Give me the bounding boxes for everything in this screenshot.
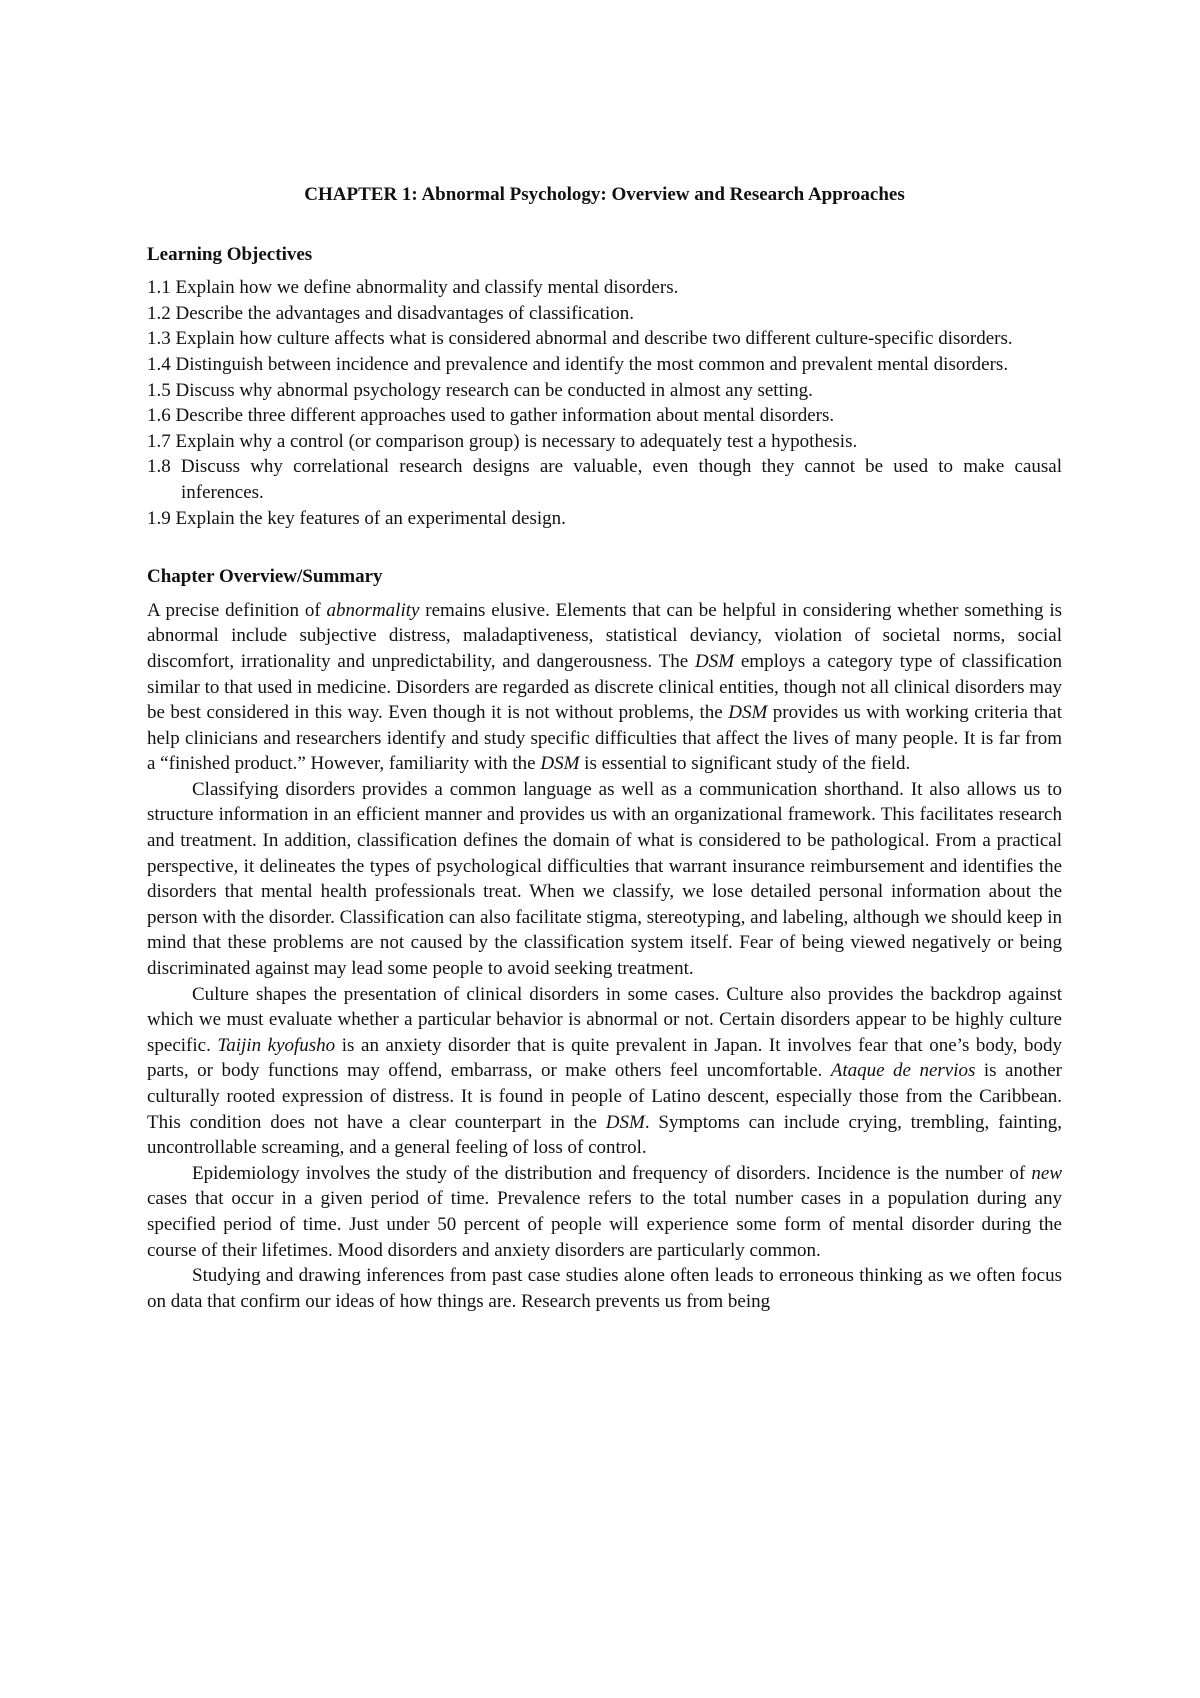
learning-objectives-list — [147, 275, 1062, 531]
emphasis-term: new — [1031, 1162, 1062, 1184]
objective-item: 1.5 Discuss why abnormal psychology research can be conducted in almost any setting. — [147, 379, 813, 401]
emphasis-term: DSM — [540, 753, 580, 775]
text-run: employs a category type of classification similar to that used in medicine. Disorders are regarded as discrete clinical entities, though not all clinical disorders may be best considered in this way. Even though it is not without problems, the — [147, 650, 1062, 724]
text-run: provides us with working criteria that help clinicians and researchers identify and study specific difficulties that affect the lives of many people. It is far from a “finished product.” However, familiarity with the — [147, 702, 1062, 775]
text-run: . Symptoms can include crying, trembling, fainting, uncontrollable screaming, and a general feeling of loss of control. — [147, 1111, 1062, 1159]
summary-paragraph-culture — [147, 982, 1062, 1161]
text-run: cases that occur in a given period of time. Prevalence refers to the total number cases in a population during any specified period of time. Just under 50 percent of people will experience some form of mental disorder during the course of their lifetimes. Mood disorders and anxiety disorders are particularly common. — [147, 1188, 1062, 1261]
page-cutoff-region — [147, 1263, 1062, 1336]
summary-paragraph-epidemiology — [147, 1161, 1062, 1263]
summary-paragraph-definition — [147, 598, 1062, 777]
objective-item: 1.1 Explain how we define abnormality and classify mental disorders. — [147, 277, 679, 299]
objective-item: 1.7 Explain why a control (or comparison group) is necessary to adequately test a hypothesis. — [147, 430, 858, 452]
summary-paragraph-research: Studying and drawing inferences from past case studies alone often leads to erroneous thinking as we often focus on data that confirm our ideas of how things are. Research prevents us from being — [147, 1265, 1062, 1312]
objective-item: 1.3 Explain how culture affects what is considered abnormal and describe two different culture-specific disorders. — [147, 328, 1013, 350]
summary-paragraph-classification: Classifying disorders provides a common language as well as a communication shorthand. It also allows us to structure information in an efficient manner and provides us with an organizational framework. This facilitates research and treatment. In addition, classification defines the domain of what is considered to be pathological. From a practical perspective, it delineates the types of psychological difficulties that warrant insurance reimbursement and identifies the disorders that mental health professionals treat. When we classify, we lose detailed personal information about the person with the disorder. Classification can also facilitate stigma, stereotyping, and labeling, although we should keep in mind that these problems are not caused by the classification system itself. Fear of being viewed negatively or being discriminated against may lead some people to avoid seeking treatment. — [147, 778, 1062, 980]
emphasis-term: DSM — [728, 702, 768, 724]
text-run: A precise definition of — [147, 599, 327, 621]
emphasis-term: Ataque de nervios — [830, 1060, 976, 1082]
text-run: remains elusive. Elements that can be helpful in considering whether something is abnormal include subjective distress, maladaptiveness, statistical deviancy, violation of societal norms, social discomfort, irrationality and unpredictability, and dangerousness. The — [147, 599, 1062, 672]
text-run: Culture shapes the presentation of clinical disorders in some cases. Culture also provides the backdrop against which we must evaluate whether a particular behavior is abnormal or not. Certain disorders appear to be highly culture specific. — [147, 983, 1062, 1056]
chapter-title: CHAPTER 1: Abnormal Psychology: Overview and Research Approaches — [304, 184, 905, 205]
text-run: is essential to significant study of the field. — [579, 753, 911, 775]
objective-item: 1.9 Explain the key features of an experimental design. — [147, 507, 566, 529]
objective-item: 1.6 Describe three different approaches used to gather information about mental disorders. — [147, 405, 835, 427]
summary-heading: Chapter Overview/Summary — [147, 566, 383, 588]
text-run: is an anxiety disorder that is quite prevalent in Japan. It involves fear that one’s body, body parts, or body functions may offend, embarrass, or make others feel uncomfortable. — [147, 1034, 1063, 1082]
section-spacer — [147, 531, 1062, 564]
objective-item: 1.4 Distinguish between incidence and prevalence and identify the most common and prevalent mental disorders. — [147, 353, 1009, 375]
emphasis-term: Taijin kyofusho — [217, 1034, 336, 1056]
emphasis-term: abnormality — [326, 599, 420, 621]
emphasis-term: DSM — [605, 1111, 645, 1133]
objective-item: 1.2 Describe the advantages and disadvantages of classification. — [147, 302, 634, 324]
learning-objectives-heading: Learning Objectives — [147, 243, 313, 265]
text-run: Epidemiology involves the study of the distribution and frequency of disorders. Incidence is the number of — [192, 1162, 1032, 1184]
text-run: is another culturally rooted expression of distress. It is found in people of Latino descent, especially those from the Caribbean. This condition does not have a clear counterpart in the — [147, 1060, 1062, 1133]
objective-item: 1.8 Discuss why correlational research designs are valuable, even though they cannot be used to make causal inferences. — [147, 456, 1062, 503]
document-page — [147, 182, 1062, 1336]
emphasis-term: DSM — [694, 650, 735, 672]
